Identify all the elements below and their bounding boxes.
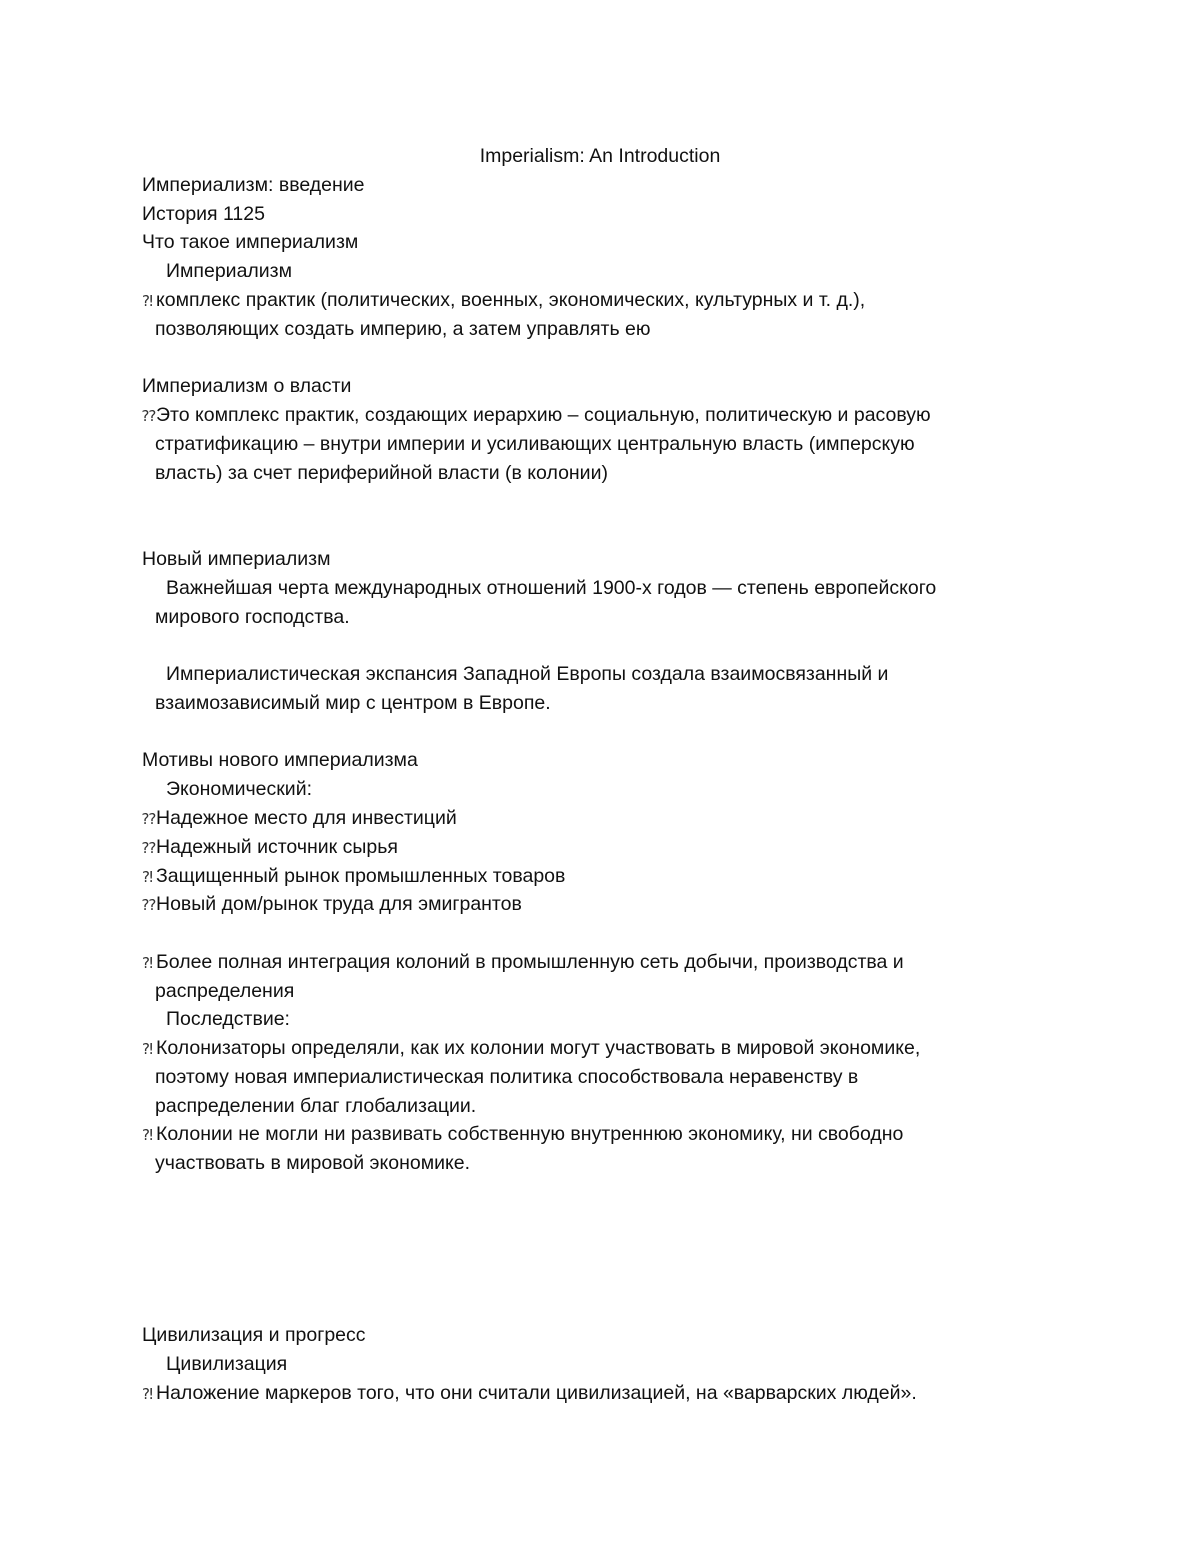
header-line-course: История 1125 <box>142 203 265 225</box>
bullet-item <box>142 401 931 431</box>
bullet-text: Наложение маркеров того, что они считали цивилизацией, на «варварских людей». <box>156 1382 917 1404</box>
bullet-item <box>142 890 522 920</box>
bullet-continuation: власть) за счет периферийной власти (в колонии) <box>155 462 608 484</box>
bullet-item <box>142 804 457 834</box>
subheading-civilization: Цивилизация <box>166 1353 288 1375</box>
bullet-marker-icon: ⁈ <box>142 1386 153 1403</box>
bullet-marker-icon: ⁈ <box>142 1041 153 1058</box>
bullet-text: Колонии не могли ни развивать собственную внутреннюю экономику, ни свободно <box>156 1123 904 1145</box>
bullet-item <box>142 833 398 863</box>
paragraph-line: Важнейшая черта международных отношений 1900-х годов — степень европейского <box>166 577 937 599</box>
bullet-text: Защищенный рынок промышленных товаров <box>156 865 566 887</box>
paragraph-line: Империалистическая экспансия Западной Европы создала взаимосвязанный и <box>166 663 889 685</box>
bullet-marker-icon: ⁇ <box>142 811 156 828</box>
document-title: Imperialism: An Introduction <box>479 145 721 167</box>
bullet-continuation: участвовать в мировой экономике. <box>155 1152 471 1174</box>
bullet-continuation: стратификацию – внутри империи и усиливающих центральную власть (имперскую <box>155 433 915 455</box>
bullet-marker-icon: ⁈ <box>142 869 153 886</box>
bullet-continuation: распределении благ глобализации. <box>155 1095 477 1117</box>
bullet-text: Надежный источник сырья <box>156 836 398 858</box>
bullet-text: Надежное место для инвестиций <box>156 807 457 829</box>
bullet-text: Колонизаторы определяли, как их колонии могут участвовать в мировой экономике, <box>156 1037 921 1059</box>
section-heading-power: Империализм о власти <box>142 375 352 397</box>
bullet-text: Более полная интеграция колоний в промышленную сеть добычи, производства и <box>156 951 904 973</box>
bullet-marker-icon: ⁇ <box>142 408 156 425</box>
paragraph-line: взаимозависимый мир с центром в Европе. <box>155 692 551 714</box>
bullet-item <box>142 1120 903 1150</box>
bullet-marker-icon: ⁈ <box>142 293 153 310</box>
bullet-item <box>142 862 565 892</box>
section-heading-civilization: Цивилизация и прогресс <box>142 1324 366 1346</box>
bullet-text: Это комплекс практик, создающих иерархию – социальную, политическую и расовую <box>156 404 931 426</box>
section-heading-new-imperialism: Новый империализм <box>142 548 331 570</box>
bullet-text: комплекс практик (политических, военных, экономических, культурных и т. д.), <box>156 289 866 311</box>
bullet-text: Новый дом/рынок труда для эмигрантов <box>156 893 522 915</box>
subheading-imperialism: Империализм <box>166 260 293 282</box>
bullet-item <box>142 286 865 316</box>
subheading-economic: Экономический: <box>166 778 313 800</box>
bullet-item <box>142 948 904 978</box>
bullet-marker-icon: ⁈ <box>142 1127 153 1144</box>
bullet-marker-icon: ⁇ <box>142 897 156 914</box>
bullet-marker-icon: ⁈ <box>142 955 153 972</box>
bullet-item <box>142 1379 917 1409</box>
subheading-consequence: Последствие: <box>166 1008 290 1030</box>
bullet-continuation: позволяющих создать империю, а затем управлять ею <box>155 318 651 340</box>
bullet-item <box>142 1034 920 1064</box>
bullet-continuation: распределения <box>155 980 295 1002</box>
header-line-title: Империализм: введение <box>142 174 365 196</box>
section-heading-motives: Мотивы нового империализма <box>142 749 418 771</box>
paragraph-line: мирового господства. <box>155 606 350 628</box>
section-heading-what-is: Что такое империализм <box>142 231 359 253</box>
bullet-continuation: поэтому новая империалистическая политика способствовала неравенству в <box>155 1066 859 1088</box>
bullet-marker-icon: ⁇ <box>142 840 156 857</box>
